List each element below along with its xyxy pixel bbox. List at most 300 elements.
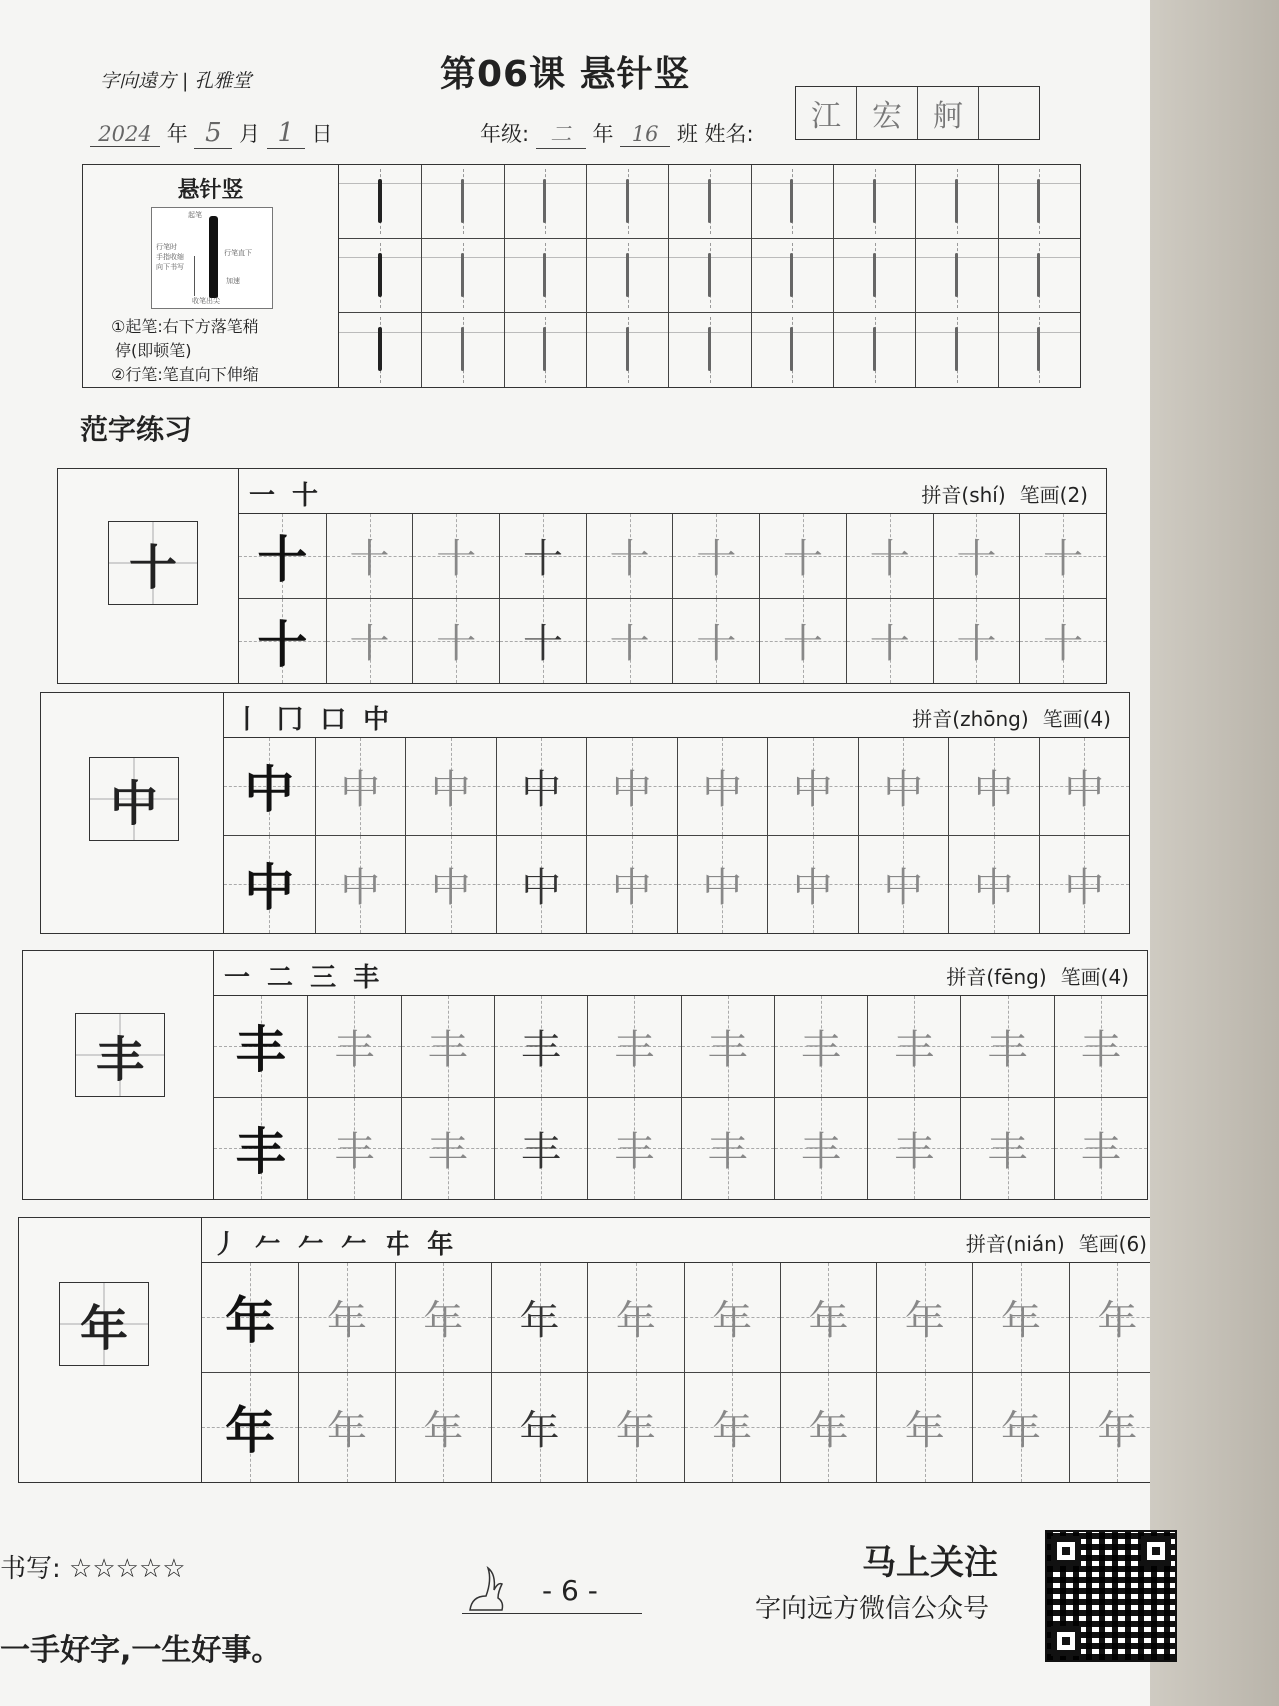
written-character: 丰 <box>334 1026 375 1073</box>
example-character-cell[interactable] <box>202 1373 298 1483</box>
practice-cell[interactable] <box>681 996 774 1098</box>
written-character: 中 <box>1064 864 1105 911</box>
vertical-stroke <box>461 253 464 297</box>
practice-cell[interactable] <box>677 836 768 934</box>
practice-cell[interactable] <box>412 514 499 599</box>
follow-text: 马上关注 <box>862 1543 998 1583</box>
vertical-stroke <box>461 327 464 371</box>
stroke-cell[interactable] <box>504 165 586 239</box>
practice-cell[interactable] <box>307 1098 400 1200</box>
model-area <box>58 469 239 683</box>
stroke-sample <box>209 216 218 298</box>
written-character: 十 <box>349 536 390 583</box>
written-character: 年 <box>712 1297 753 1344</box>
vertical-stroke <box>626 253 629 297</box>
example-character: 年 <box>225 1291 276 1351</box>
written-character: 十 <box>783 621 824 668</box>
name-char <box>979 87 1039 139</box>
practice-cell[interactable] <box>780 1373 876 1483</box>
stroke-cell[interactable] <box>833 239 915 313</box>
practice-cell[interactable] <box>496 836 587 934</box>
practice-cell[interactable] <box>395 1263 491 1373</box>
example-character-cell[interactable] <box>239 599 326 684</box>
name-char: 宏 <box>857 87 918 139</box>
stroke-cell[interactable] <box>751 165 833 239</box>
practice-grid <box>224 738 1129 933</box>
page-number-text: - 6 - <box>542 1574 598 1607</box>
practice-cell[interactable] <box>587 1098 680 1200</box>
diagram-note: 手指收缩 <box>156 253 184 261</box>
stroke-cell[interactable] <box>421 165 503 239</box>
vertical-stroke <box>955 327 958 371</box>
written-character: 中 <box>430 864 471 911</box>
example-character: 十 <box>257 614 308 674</box>
stroke-order: 丿 𠂉 𠂉 𠂉 㐄 年 <box>212 1230 458 1260</box>
stroke-order: 丨 冂 口 中 <box>234 705 394 735</box>
vertical-stroke <box>626 327 629 371</box>
practice-cell[interactable] <box>960 1098 1053 1200</box>
practice-cell[interactable] <box>846 599 933 684</box>
stroke-cell[interactable] <box>915 239 997 313</box>
written-character: 丰 <box>987 1128 1028 1175</box>
practice-cell[interactable] <box>412 599 499 684</box>
name-box <box>795 86 1040 140</box>
vertical-stroke <box>1037 253 1040 297</box>
practice-cell[interactable] <box>684 1373 780 1483</box>
written-character: 十 <box>956 536 997 583</box>
pinyin: 拼音(nián) <box>965 1232 1065 1256</box>
written-character: 年 <box>1097 1297 1138 1344</box>
written-character: 十 <box>696 621 737 668</box>
vertical-stroke <box>626 179 629 223</box>
practice-header <box>224 693 1129 738</box>
stroke-count: 笔画(4) <box>1060 965 1129 989</box>
practice-cell[interactable] <box>867 1098 960 1200</box>
qr-finder <box>1051 1536 1081 1566</box>
written-character: 丰 <box>427 1026 468 1073</box>
grade-line <box>480 118 754 149</box>
date-day: 1 <box>267 118 305 149</box>
vertical-stroke <box>873 253 876 297</box>
written-character: 年 <box>423 1297 464 1344</box>
written-character: 十 <box>522 621 563 668</box>
practice-cell[interactable] <box>933 514 1020 599</box>
practice-cell[interactable] <box>672 599 759 684</box>
written-character: 丰 <box>894 1026 935 1073</box>
stroke-cell[interactable] <box>833 313 915 387</box>
practice-cell[interactable] <box>491 1263 587 1373</box>
written-character: 年 <box>519 1407 560 1454</box>
written-character: 十 <box>436 621 477 668</box>
written-character: 丰 <box>800 1128 841 1175</box>
written-character: 十 <box>783 536 824 583</box>
practice-cell[interactable] <box>1039 738 1130 836</box>
table-background <box>1150 0 1279 1706</box>
written-character: 丰 <box>521 1026 562 1073</box>
written-character: 中 <box>702 864 743 911</box>
written-character: 年 <box>326 1297 367 1344</box>
stroke-count: 笔画(2) <box>1019 483 1088 507</box>
practice-cell[interactable] <box>405 738 496 836</box>
vertical-stroke <box>708 253 711 297</box>
character-info <box>921 479 1088 508</box>
stroke-heading: 悬针竖 <box>177 178 244 203</box>
diagram-note: 起笔 <box>188 211 202 219</box>
written-character: 中 <box>340 766 381 813</box>
written-character: 丰 <box>1080 1026 1121 1073</box>
month-label: 月 <box>239 122 261 146</box>
example-character-cell[interactable] <box>214 996 307 1098</box>
practice-cell[interactable] <box>298 1373 394 1483</box>
practice-cell[interactable] <box>876 1263 972 1373</box>
vertical-stroke <box>708 327 711 371</box>
stroke-info <box>83 165 339 387</box>
practice-cell[interactable] <box>948 836 1039 934</box>
practice-cell[interactable] <box>586 514 673 599</box>
written-character: 中 <box>883 766 924 813</box>
practice-cell[interactable] <box>494 1098 587 1200</box>
stroke-cell[interactable] <box>998 165 1080 239</box>
written-character: 年 <box>615 1297 656 1344</box>
vertical-stroke <box>378 327 382 371</box>
practice-cell[interactable] <box>867 996 960 1098</box>
written-character: 中 <box>973 766 1014 813</box>
vertical-stroke <box>873 327 876 371</box>
written-character: 年 <box>615 1407 656 1454</box>
stroke-count: 笔画(4) <box>1042 707 1111 731</box>
vertical-stroke <box>790 327 793 371</box>
written-character: 中 <box>702 766 743 813</box>
practice-cell[interactable] <box>401 996 494 1098</box>
practice-cell[interactable] <box>1019 599 1106 684</box>
written-character: 年 <box>326 1407 367 1454</box>
practice-cell[interactable] <box>1019 514 1106 599</box>
vertical-stroke <box>790 179 793 223</box>
vertical-stroke <box>543 179 546 223</box>
model-character: 中 <box>89 757 179 841</box>
practice-cell[interactable] <box>587 996 680 1098</box>
written-character: 年 <box>712 1407 753 1454</box>
class-value: 16 <box>620 122 670 147</box>
written-character: 十 <box>1043 621 1084 668</box>
practice-cell[interactable] <box>1054 996 1147 1098</box>
character-block <box>22 950 1148 1200</box>
model-character: 年 <box>59 1282 149 1366</box>
practice-area <box>239 469 1106 683</box>
written-character: 年 <box>1097 1407 1138 1454</box>
written-character: 丰 <box>707 1026 748 1073</box>
written-character: 年 <box>808 1407 849 1454</box>
stroke-cell[interactable] <box>421 313 503 387</box>
written-character: 年 <box>904 1297 945 1344</box>
practice-cell[interactable] <box>1039 836 1130 934</box>
written-character: 十 <box>869 621 910 668</box>
practice-area <box>202 1218 1165 1482</box>
practice-cell[interactable] <box>496 738 587 836</box>
stroke-cell[interactable] <box>668 239 750 313</box>
character-block <box>57 468 1107 684</box>
model-character: 丰 <box>75 1013 165 1097</box>
name-label: 姓名: <box>704 122 754 146</box>
vertical-stroke <box>955 179 958 223</box>
vertical-stroke <box>955 253 958 297</box>
written-character: 十 <box>1043 536 1084 583</box>
account-text: 字向远方微信公众号 <box>755 1594 990 1624</box>
written-character: 中 <box>883 864 924 911</box>
practice-cell[interactable] <box>315 836 406 934</box>
practice-cell[interactable] <box>759 514 846 599</box>
practice-grid <box>239 514 1106 683</box>
practice-cell[interactable] <box>672 514 759 599</box>
diagram-note: 收笔出尖 <box>192 297 220 305</box>
grade-label: 年级: <box>480 122 530 146</box>
vertical-stroke <box>378 179 382 223</box>
written-character: 丰 <box>521 1128 562 1175</box>
desc-line: ②行笔:笔直向下伸缩 <box>111 365 259 384</box>
stroke-count: 笔画(6) <box>1078 1232 1147 1256</box>
written-character: 十 <box>609 536 650 583</box>
written-character: 丰 <box>707 1128 748 1175</box>
example-character-cell[interactable] <box>202 1263 298 1373</box>
stroke-practice-box <box>82 164 1081 388</box>
stroke-cell[interactable] <box>586 313 668 387</box>
written-character: 丰 <box>614 1026 655 1073</box>
date-line <box>90 118 332 149</box>
written-character: 丰 <box>1080 1128 1121 1175</box>
stroke-cell[interactable] <box>668 313 750 387</box>
practice-cell[interactable] <box>681 1098 774 1200</box>
model-character: 十 <box>108 521 198 605</box>
stroke-order: 一 十 <box>249 481 323 511</box>
stroke-cell[interactable] <box>998 239 1080 313</box>
model-area <box>23 951 214 1199</box>
stroke-cell[interactable] <box>504 239 586 313</box>
vertical-stroke <box>873 179 876 223</box>
practice-cell[interactable] <box>846 514 933 599</box>
written-character: 中 <box>792 766 833 813</box>
practice-cell[interactable] <box>774 1098 867 1200</box>
practice-cell[interactable] <box>499 514 586 599</box>
model-area <box>41 693 224 933</box>
written-character: 年 <box>1001 1407 1042 1454</box>
diagram-note: 行笔直下 <box>224 249 252 257</box>
practice-cell[interactable] <box>759 599 846 684</box>
practice-cell[interactable] <box>774 996 867 1098</box>
desc-line: 停(即顿笔) <box>115 341 192 360</box>
written-character: 十 <box>956 621 997 668</box>
example-character-cell[interactable] <box>224 738 315 836</box>
written-character: 中 <box>611 766 652 813</box>
slogan: 一手好字,一生好事。 <box>0 1633 282 1668</box>
written-character: 十 <box>869 536 910 583</box>
written-character: 十 <box>436 536 477 583</box>
written-character: 十 <box>349 621 390 668</box>
practice-cell[interactable] <box>767 836 858 934</box>
practice-cell[interactable] <box>876 1373 972 1483</box>
grade-suffix: 年 <box>592 122 614 146</box>
character-info <box>912 703 1111 732</box>
written-character: 丰 <box>987 1026 1028 1073</box>
practice-cell[interactable] <box>401 1098 494 1200</box>
example-character: 中 <box>244 858 295 918</box>
name-char: 舸 <box>918 87 979 139</box>
practice-cell[interactable] <box>315 738 406 836</box>
stroke-cell[interactable] <box>833 165 915 239</box>
pinyin: 拼音(zhōng) <box>912 707 1029 731</box>
pinyin: 拼音(fēng) <box>946 965 1047 989</box>
practice-header <box>202 1218 1165 1263</box>
example-character-cell[interactable] <box>224 836 315 934</box>
practice-cell[interactable] <box>587 1263 683 1373</box>
name-char: 江 <box>796 87 857 139</box>
stroke-cell[interactable] <box>421 239 503 313</box>
lesson-title: 第06课 悬针竖 <box>440 54 691 95</box>
year-label: 年 <box>166 122 188 146</box>
stroke-cell[interactable] <box>339 165 421 239</box>
stroke-cell[interactable] <box>504 313 586 387</box>
pinyin: 拼音(shí) <box>921 483 1006 507</box>
stroke-cell[interactable] <box>339 239 421 313</box>
stroke-order: 一 二 三 丰 <box>224 963 384 993</box>
brand-logo: 字向遠方 | 孔雅堂 <box>100 70 252 92</box>
practice-area <box>214 951 1147 1199</box>
vertical-stroke <box>378 253 382 297</box>
practice-cell[interactable] <box>494 996 587 1098</box>
written-character: 中 <box>521 766 562 813</box>
stroke-diagram <box>151 207 273 309</box>
written-character: 中 <box>521 864 562 911</box>
date-year: 2024 <box>90 122 160 147</box>
practice-cell[interactable] <box>684 1263 780 1373</box>
qr-finder <box>1051 1626 1081 1656</box>
practice-cell[interactable] <box>586 599 673 684</box>
page-number <box>462 1560 642 1620</box>
diagram-note: 加速 <box>226 277 240 285</box>
practice-cell[interactable] <box>499 599 586 684</box>
vertical-stroke <box>461 179 464 223</box>
practice-cell[interactable] <box>780 1263 876 1373</box>
written-character: 丰 <box>800 1026 841 1073</box>
practice-cell[interactable] <box>326 599 413 684</box>
example-character: 丰 <box>235 1020 286 1080</box>
stroke-cell[interactable] <box>668 165 750 239</box>
written-character: 丰 <box>334 1128 375 1175</box>
vertical-stroke <box>790 253 793 297</box>
desc-line: ①起笔:右下方落笔稍 <box>111 317 259 336</box>
practice-cell[interactable] <box>586 738 677 836</box>
written-character: 中 <box>1064 766 1105 813</box>
practice-cell[interactable] <box>395 1373 491 1483</box>
stroke-description <box>111 315 259 387</box>
practice-cell[interactable] <box>972 1263 1068 1373</box>
practice-cell[interactable] <box>1054 1098 1147 1200</box>
practice-cell[interactable] <box>307 996 400 1098</box>
written-character: 丰 <box>894 1128 935 1175</box>
rabbit-icon <box>462 1560 522 1620</box>
practice-cell[interactable] <box>326 514 413 599</box>
stroke-cell[interactable] <box>751 313 833 387</box>
practice-cell[interactable] <box>933 599 1020 684</box>
grade-value: 二 <box>536 118 586 149</box>
written-character: 十 <box>609 621 650 668</box>
written-character: 中 <box>611 864 652 911</box>
written-character: 年 <box>1001 1297 1042 1344</box>
direction-arrow <box>194 256 195 296</box>
stroke-grid <box>339 165 1080 387</box>
practice-area <box>224 693 1129 933</box>
vertical-stroke <box>1037 327 1040 371</box>
practice-cell[interactable] <box>586 836 677 934</box>
practice-cell[interactable] <box>858 836 949 934</box>
written-character: 中 <box>340 864 381 911</box>
rating-stars: 书写: ☆☆☆☆☆ <box>0 1554 186 1584</box>
example-character: 年 <box>225 1401 276 1461</box>
written-character: 年 <box>423 1407 464 1454</box>
example-character: 丰 <box>235 1122 286 1182</box>
class-label: 班 <box>676 122 698 146</box>
written-character: 十 <box>696 536 737 583</box>
date-month: 5 <box>194 118 232 149</box>
day-label: 日 <box>311 122 333 146</box>
practice-cell[interactable] <box>587 1373 683 1483</box>
diagram-note: 向下书写 <box>156 263 184 271</box>
stroke-cell[interactable] <box>751 239 833 313</box>
stroke-cell[interactable] <box>915 313 997 387</box>
character-block <box>40 692 1130 934</box>
stroke-cell[interactable] <box>586 239 668 313</box>
practice-cell[interactable] <box>767 738 858 836</box>
model-area <box>19 1218 202 1482</box>
practice-grid <box>202 1263 1165 1482</box>
practice-cell[interactable] <box>948 738 1039 836</box>
written-character: 中 <box>973 864 1014 911</box>
practice-cell[interactable] <box>298 1263 394 1373</box>
stroke-cell[interactable] <box>998 313 1080 387</box>
practice-header <box>239 469 1106 514</box>
written-character: 年 <box>904 1407 945 1454</box>
qr-finder <box>1141 1536 1171 1566</box>
practice-grid <box>214 996 1147 1199</box>
written-character: 丰 <box>427 1128 468 1175</box>
stroke-cell[interactable] <box>339 313 421 387</box>
written-character: 中 <box>792 864 833 911</box>
character-info <box>966 1228 1147 1257</box>
vertical-stroke <box>708 179 711 223</box>
practice-cell[interactable] <box>972 1373 1068 1483</box>
stroke-cell[interactable] <box>915 165 997 239</box>
page-underline <box>462 1613 642 1614</box>
practice-cell[interactable] <box>491 1373 587 1483</box>
example-character: 中 <box>244 760 295 820</box>
section-title: 范字练习 <box>80 413 193 446</box>
qr-code-icon[interactable] <box>1045 1530 1177 1662</box>
diagram-note: 行笔时 <box>156 243 177 251</box>
written-character: 丰 <box>614 1128 655 1175</box>
example-character-cell[interactable] <box>239 514 326 599</box>
vertical-stroke <box>543 253 546 297</box>
vertical-stroke <box>1037 179 1040 223</box>
practice-cell[interactable] <box>405 836 496 934</box>
practice-header <box>214 951 1147 996</box>
practice-cell[interactable] <box>677 738 768 836</box>
stroke-cell[interactable] <box>586 165 668 239</box>
vertical-stroke <box>543 327 546 371</box>
example-character-cell[interactable] <box>214 1098 307 1200</box>
written-character: 十 <box>522 536 563 583</box>
practice-cell[interactable] <box>858 738 949 836</box>
example-character: 十 <box>257 529 308 589</box>
practice-cell[interactable] <box>960 996 1053 1098</box>
